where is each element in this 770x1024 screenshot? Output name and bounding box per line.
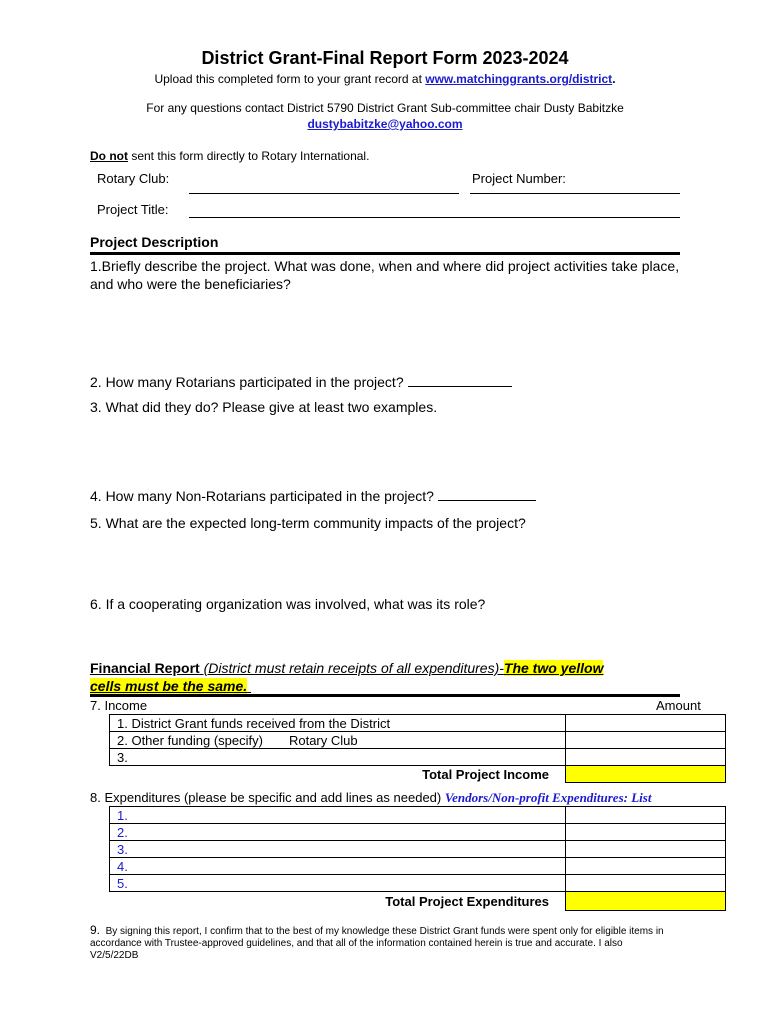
- financial-heading-line-2: [90, 678, 251, 694]
- upload-link[interactable]: www.matchinggrants.org/district: [425, 72, 613, 86]
- expenditure-row-1-amount[interactable]: [566, 807, 726, 824]
- expenditure-row-2-label[interactable]: 2.: [110, 824, 566, 841]
- question-5: 5. What are the expected long-term community impacts of the project?: [90, 515, 526, 531]
- question-4: [90, 488, 536, 504]
- financial-divider: [90, 694, 680, 697]
- table-row: [110, 875, 726, 892]
- table-row: [110, 715, 726, 732]
- question-1: 1.Briefly describe the project. What was done, when and where did project activities take place, and who were the beneficiaries?: [90, 258, 680, 292]
- contact-email-link[interactable]: dustybabitzke@yahoo.com: [307, 117, 463, 131]
- table-row: [110, 766, 726, 783]
- upload-line: [0, 72, 770, 86]
- upload-suffix: .: [612, 72, 616, 86]
- table-row: [110, 749, 726, 766]
- income-row-3-amount[interactable]: [566, 749, 726, 766]
- financial-heading-line-1: [90, 660, 603, 676]
- table-row: [110, 732, 726, 749]
- vendors-label: Vendors/Non-profit Expenditures: List: [444, 790, 652, 805]
- project-number-field[interactable]: [470, 193, 680, 194]
- financial-heading: Financial Report: [90, 660, 200, 676]
- upload-prefix: Upload this completed form to your grant record at: [154, 72, 426, 86]
- project-title-label: Project Title:: [97, 202, 169, 217]
- income-row-2-label: [110, 732, 566, 749]
- contact-line: For any questions contact District 5790 District Grant Sub-committee chair Dusty Babitzke: [146, 101, 624, 115]
- financial-heading-note: (District must retain receipts of all expenditures)-: [199, 660, 504, 676]
- table-row: [110, 807, 726, 824]
- section-divider: [90, 252, 680, 255]
- table-row: [110, 841, 726, 858]
- question-3: 3. What did they do? Please give at least two examples.: [90, 399, 438, 415]
- do-not-text: Do not: [90, 149, 128, 163]
- table-row: [110, 892, 726, 911]
- statement-number: 9.: [90, 923, 101, 937]
- total-income-label: Total Project Income: [422, 766, 549, 782]
- contact-email-line: [0, 117, 770, 131]
- page-title: District Grant-Final Report Form 2023-2024: [201, 48, 569, 68]
- total-income-cell[interactable]: [566, 766, 726, 783]
- statement-text: By signing this report, I confirm that to the best of my knowledge these District Grant funds were spent only for eligible items in accordance with Trustee-approved guidelines, and that all of the information contained herein is true and accurate. I also: [90, 926, 664, 949]
- amount-label: Amount: [656, 698, 701, 713]
- project-description-heading: Project Description: [90, 234, 219, 250]
- rotary-club-field[interactable]: [189, 193, 459, 194]
- version-label: V2/5/22DB: [90, 950, 139, 961]
- income-row-1-label: 1. District Grant funds received from the District: [110, 715, 566, 732]
- question-4-text: 4. How many Non-Rotarians participated in the project?: [90, 488, 434, 504]
- expenditure-row-5-amount[interactable]: [566, 875, 726, 892]
- other-funding-value[interactable]: Rotary Club: [288, 732, 358, 748]
- rotary-club-label: Rotary Club:: [97, 171, 170, 186]
- income-table: [109, 714, 726, 783]
- question-2-blank[interactable]: [408, 386, 512, 387]
- expenditure-row-4-label[interactable]: 4.: [110, 858, 566, 875]
- expenditures-label: 8. Expenditures (please be specific and add lines as needed): [90, 790, 442, 805]
- table-row: [110, 858, 726, 875]
- question-2: [90, 374, 512, 390]
- expenditure-row-3-label[interactable]: 3.: [110, 841, 566, 858]
- income-row-2-text: 2. Other funding (specify): [117, 732, 263, 748]
- expenditures-table: [109, 806, 726, 911]
- question-4-blank[interactable]: [438, 500, 536, 501]
- expenditure-row-4-amount[interactable]: [566, 858, 726, 875]
- income-row-2-amount[interactable]: [566, 732, 726, 749]
- yellow-cells-note-1: The two yellow: [503, 660, 604, 676]
- do-not-send-note: [90, 149, 369, 163]
- signature-statement: [90, 924, 690, 950]
- project-title-field[interactable]: [189, 217, 680, 218]
- expenditure-row-3-amount[interactable]: [566, 841, 726, 858]
- expenditures-line: [90, 790, 651, 806]
- question-6: 6. If a cooperating organization was involved, what was its role?: [90, 596, 486, 612]
- project-number-label: Project Number:: [472, 171, 566, 186]
- expenditure-row-5-label[interactable]: 5.: [110, 875, 566, 892]
- do-not-rest: sent this form directly to Rotary International.: [128, 149, 370, 163]
- expenditure-row-1-label[interactable]: 1.: [110, 807, 566, 824]
- income-row-3-label: 3.: [110, 749, 566, 766]
- expenditure-row-2-amount[interactable]: [566, 824, 726, 841]
- table-row: [110, 824, 726, 841]
- question-2-text: 2. How many Rotarians participated in the project?: [90, 374, 404, 390]
- income-label: 7. Income: [90, 698, 148, 713]
- income-row-1-amount[interactable]: [566, 715, 726, 732]
- total-expenditures-label: Total Project Expenditures: [385, 893, 549, 909]
- total-expenditures-cell[interactable]: [566, 892, 726, 911]
- yellow-cells-note-2: cells must be the same.: [90, 678, 248, 694]
